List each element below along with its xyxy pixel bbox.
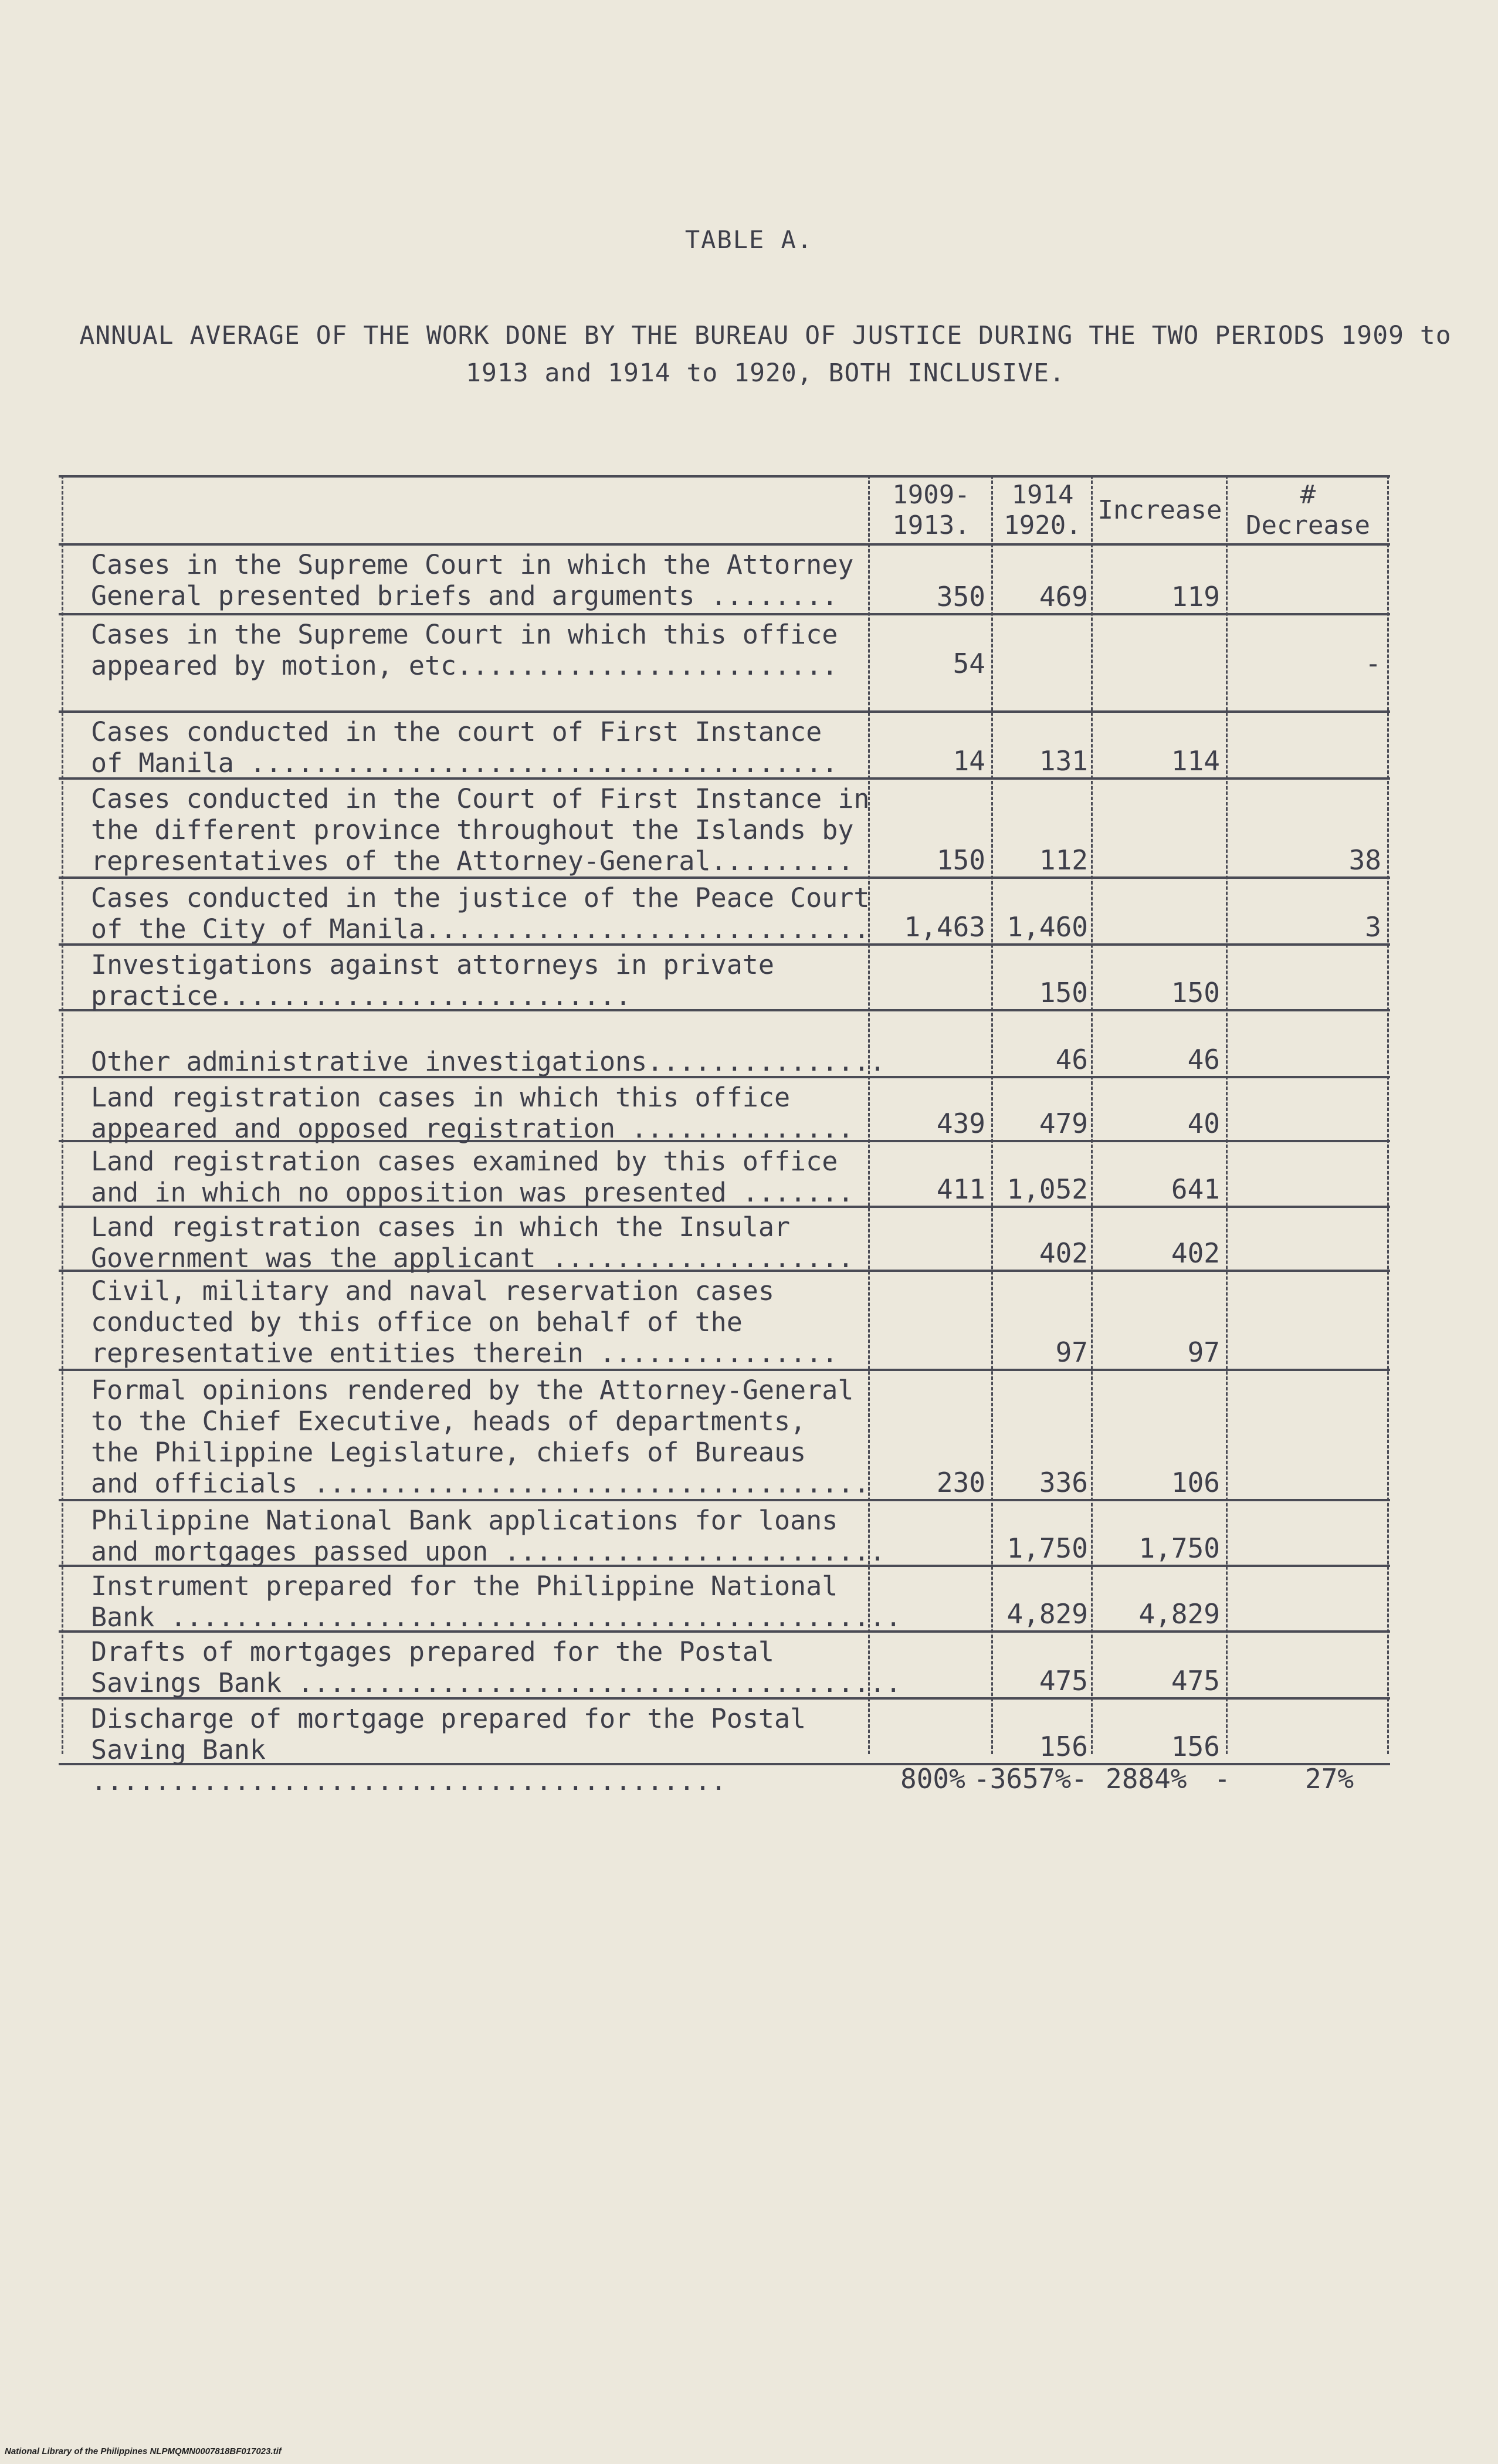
table-row <box>59 1142 1390 1208</box>
value-1914-1920: 97 <box>1055 1336 1088 1368</box>
value-increase: 46 <box>1187 1044 1220 1075</box>
col-2-bottom: 1920. <box>1004 510 1082 540</box>
value-increase: 1,750 <box>1138 1532 1220 1564</box>
subtitle-line-1: ANNUAL AVERAGE OF THE WORK DONE BY THE BUREAU OF JUSTICE DURING THE TWO PERIODS 1909 to <box>79 321 1452 350</box>
value-1909-1913: 411 <box>936 1173 985 1205</box>
value-increase: 106 <box>1171 1467 1220 1498</box>
table-row <box>59 1011 1390 1078</box>
total-increase: 2884% <box>1106 1763 1187 1795</box>
table-row <box>59 1633 1390 1700</box>
table-row <box>59 1078 1390 1142</box>
value-1914-1920: 131 <box>1039 745 1088 777</box>
value-1909-1913: 350 <box>936 581 985 612</box>
col-4-top: # <box>1300 480 1316 510</box>
row-description: Cases in the Supreme Court in which this office appeared by motion, etc........................ <box>91 619 838 681</box>
col-header-increase <box>1094 478 1226 543</box>
table-subtitle <box>76 317 1455 392</box>
row-description: Cases conducted in the Court of First Instance in the different province throughout the Islands by representatives of the Attorney-General......... <box>91 783 870 876</box>
total-separator: - <box>1214 1763 1231 1795</box>
row-description: Cases in the Supreme Court in which the Attorney General presented briefs and arguments ........ <box>91 549 854 611</box>
col-header-decrease <box>1229 478 1387 543</box>
value-1914-1920: 150 <box>1039 977 1088 1008</box>
table-row <box>59 1208 1390 1272</box>
value-increase: 475 <box>1171 1665 1220 1697</box>
archive-footer: National Library of the Philippines NLPMQMN0007818BF017023.tif <box>5 2446 282 2456</box>
value-decrease: - <box>1365 648 1381 679</box>
row-description: Cases conducted in the justice of the Peace Court of the City of Manila............................ <box>91 882 870 945</box>
table-row <box>59 713 1390 780</box>
value-1914-1920: 112 <box>1039 844 1088 876</box>
table-row <box>59 1501 1390 1567</box>
total-decrease: 27% <box>1305 1763 1354 1795</box>
table-header <box>59 478 1390 546</box>
row-description: Drafts of mortgages prepared for the Postal Savings Bank ...................................... <box>91 1636 901 1698</box>
row-description: Land registration cases in which the Insular Government was the applicant ................... <box>91 1211 854 1274</box>
col-1-bottom: 1913. <box>892 510 970 540</box>
value-1914-1920: 469 <box>1039 581 1088 612</box>
value-1909-1913: 14 <box>953 745 985 777</box>
value-1909-1913: 230 <box>936 1467 985 1498</box>
table-row <box>59 615 1390 713</box>
total-1909-1913: 800% <box>900 1763 965 1795</box>
value-increase: 4,829 <box>1138 1598 1220 1630</box>
value-increase: 119 <box>1171 581 1220 612</box>
table-row <box>59 1371 1390 1501</box>
value-increase: 114 <box>1171 745 1220 777</box>
table-row <box>59 1272 1390 1371</box>
value-1914-1920: 4,829 <box>1006 1598 1088 1630</box>
col-4-bottom: Decrease <box>1246 510 1370 540</box>
value-1914-1920: 1,052 <box>1006 1173 1088 1205</box>
col-1-top: 1909- <box>892 480 970 510</box>
col-2-top: 1914 <box>1011 480 1074 510</box>
row-description: Investigations against attorneys in private practice.......................... <box>91 949 774 1011</box>
row-description: Cases conducted in the court of First Instance of Manila ..................................... <box>91 716 838 779</box>
value-increase: 40 <box>1187 1108 1220 1139</box>
row-description: Instrument prepared for the Philippine National Bank .............................................. <box>91 1571 901 1633</box>
table-row <box>59 946 1390 1011</box>
row-description: Land registration cases in which this office appeared and opposed registration .............. <box>91 1082 854 1144</box>
value-decrease: 38 <box>1348 844 1381 876</box>
value-increase: 641 <box>1171 1173 1220 1205</box>
col-header-1909-1913 <box>871 478 991 543</box>
value-increase: 402 <box>1171 1237 1220 1269</box>
value-1914-1920: 402 <box>1039 1237 1088 1269</box>
value-increase: 97 <box>1187 1336 1220 1368</box>
table-row <box>59 1567 1390 1633</box>
value-1914-1920: 475 <box>1039 1665 1088 1697</box>
value-1909-1913: 150 <box>936 844 985 876</box>
value-1909-1913: 439 <box>936 1108 985 1139</box>
value-1909-1913: 1,463 <box>904 911 985 943</box>
total-1914-1920: -3657%- <box>974 1763 1087 1795</box>
value-decrease: 3 <box>1365 911 1381 943</box>
value-increase: 156 <box>1171 1731 1220 1762</box>
row-description: Civil, military and naval reservation cases conducted by this office on behalf of the representative entities therein ............... <box>91 1275 838 1369</box>
subtitle-line-2: 1913 and 1914 to 1920, BOTH INCLUSIVE. <box>466 358 1065 388</box>
value-1914-1920: 336 <box>1039 1467 1088 1498</box>
table-row <box>59 780 1390 879</box>
col-header-1914-1920 <box>994 478 1091 543</box>
value-1914-1920: 1,460 <box>1006 911 1088 943</box>
col-3-bottom: Increase <box>1097 495 1222 525</box>
value-1914-1920: 479 <box>1039 1108 1088 1139</box>
table-row <box>59 546 1390 615</box>
value-1909-1913: 54 <box>953 648 985 679</box>
row-description: Philippine National Bank applications for loans and mortgages passed upon ........................ <box>91 1505 886 1567</box>
value-1914-1920: 156 <box>1039 1731 1088 1762</box>
row-description: Discharge of mortgage prepared for the Postal Saving Bank ........................................ <box>91 1703 806 1796</box>
value-increase: 150 <box>1171 977 1220 1008</box>
value-1914-1920: 46 <box>1055 1044 1088 1075</box>
row-description: Formal opinions rendered by the Attorney-General to the Chief Executive, heads of departments, the Philippine Legislature, chiefs of Bureaus and officials ................................... <box>91 1375 870 1499</box>
value-1914-1920: 1,750 <box>1006 1532 1088 1564</box>
table-title: TABLE A. <box>684 225 814 254</box>
row-description: Other administrative investigations............... <box>91 1046 886 1077</box>
table-row <box>59 879 1390 946</box>
row-description: Land registration cases examined by this office and in which no opposition was presented ....... <box>91 1146 854 1208</box>
